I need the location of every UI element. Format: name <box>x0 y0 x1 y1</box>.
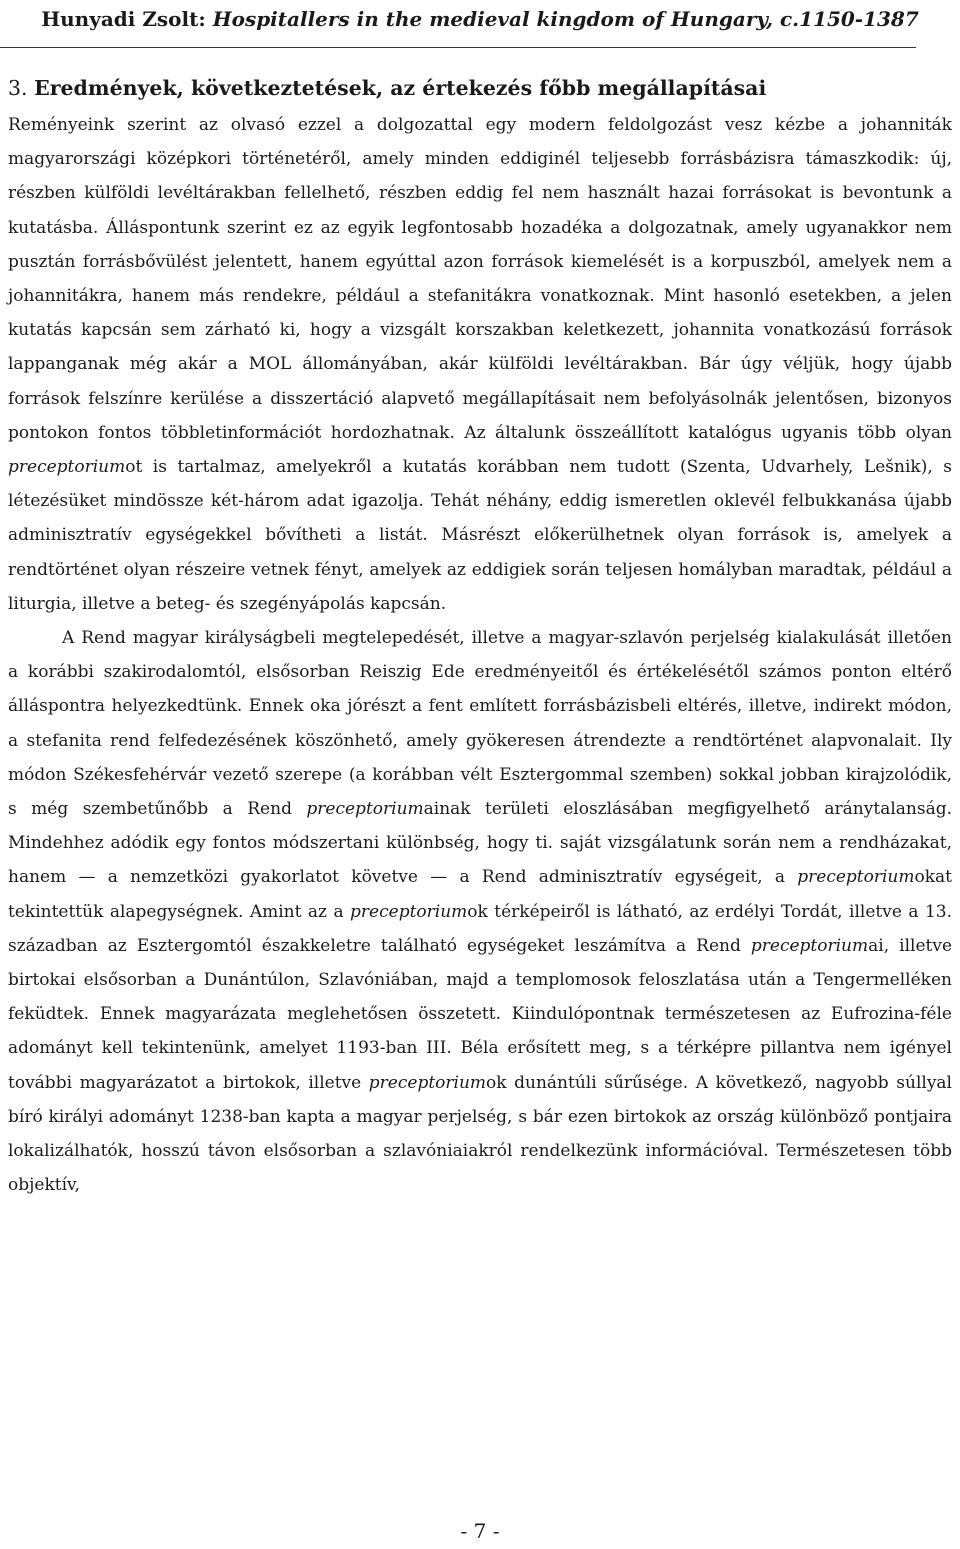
header-author: Hunyadi Zsolt: <box>41 7 213 31</box>
text-run-italic: preceptorium <box>350 901 468 922</box>
text-run-italic: preceptorium <box>797 867 915 888</box>
text-run-italic: preceptorium <box>750 935 869 956</box>
text-run: okat tekintettük alapegységnek. Amint az a <box>8 867 952 922</box>
text-run-italic: preceptorium <box>368 1072 487 1093</box>
text-run: A Rend magyar királyságbeli megtelepedését, illetve a magyar-szlavón perjelség kialakulását illetően a korábbi szakirodalomtól, elsősorban Reiszig Ede eredményeitől és értékelésétől számos ponton eltérő álláspontra helyezkedtünk. Ennek oka jórészt a fent említett forrásbázisbeli eltérés, illetve, indirekt módon, a stefanita rend felfedezésének köszönhető, amely gyökeresen átrendezte a rendtörténet alapvonalait. Ily módon Székesfehérvár vezető szerepe (a korábban vélt Esztergommal szemben) sokkal jobban kirajzolódik, s még szembetűnőbb a Rend <box>8 628 952 820</box>
paragraph <box>8 621 952 1202</box>
text-run: Reményeink szerint az olvasó ezzel a dolgozattal egy modern feldolgozást vesz kézbe a johanniták magyarországi középkori történetéről, amely minden eddiginél teljesebb forrásbázisra támaszkodik: új, részben külföldi levéltárakban fellelhető, részben eddig fel nem használt hazai forrásokat is bevontunk a kutatásba. Álláspontunk szerint ez az egyik legfontosabb hozadéka a dolgozatnak, amely ugyanakkor nem pusztán forrásbővülést jelentett, hanem egyúttal azon források kiemelését is a korpuszból, amelyek nem a johannitákra, hanem más rendekre, például a stefanitákra vonatkoznak. Mint hasonló esetekben, a jelen kutatás kapcsán sem zárható ki, hogy a vizsgált korszakban keletkezett, johannita vonatkozású források lappanganak még akár a MOL állományában, akár külföldi levéltárakban. Bár úgy véljük, hogy újabb források felszínre kerülése a disszertáció alapvető megállapításait nem befolyásolnák jelentősen, bizonyos pontokon fontos többletinformációt hordozhatnak. Az általunk összeállított katalógus ugyanis több olyan <box>8 115 952 443</box>
section-title: Eredmények, következtetések, az értekezés főbb megállapításai <box>34 76 767 100</box>
header-rule <box>0 47 916 48</box>
text-run-italic: preceptorium <box>8 457 126 478</box>
section-number: 3. <box>8 76 35 100</box>
running-header <box>8 6 952 32</box>
text-run: ai, illetve birtokai elsősorban a Dunántúlon, Szlavóniában, majd a templomosok feloszlatása után a Tengermelléken feküdtek. Ennek magyarázata meglehetősen összetett. Kiindulópontnak természetesen az Eufrozina-féle adományt kell tekintenünk, amelyet 1193-ban III. Béla erősített meg, s a térképre pillantva nem igényel további magyarázatot a birtokok, illetve <box>8 935 952 1093</box>
section-heading <box>8 75 952 101</box>
text-run-italic: preceptorium <box>306 799 424 820</box>
body-text <box>8 108 952 1203</box>
text-run: ok térképeiről is látható, az erdélyi Tordát, illetve a 13. században az Esztergomtól északkeletre található egységeket leszámítva a Rend <box>8 901 952 956</box>
paragraph <box>8 108 952 621</box>
header-title: Hospitallers in the medieval kingdom of Hungary, c.1150-1387 <box>212 7 919 31</box>
text-run: ainak területi eloszlásában megfigyelhető aránytalanság. Mindehhez adódik egy fontos módszertani különbség, hogy ti. saját vizsgálatunk során nem a rendházakat, hanem — a nemzetközi gyakorlatot követve — a Rend adminisztratív egységeit, a <box>8 799 952 888</box>
text-run: ot is tartalmaz, amelyekről a kutatás korábban nem tudott (Szenta, Udvarhely, Lešnik), s létezésüket mindössze két-három adat igazolja. Tehát néhány, eddig ismeretlen oklevél felbukkanása újabb adminisztratív egységekkel bővítheti a listát. Másrészt előkerülhetnek olyan források is, amelyek a rendtörténet olyan részeire vetnek fényt, amelyek az eddigiek során teljesen homályban maradtak, például a liturgia, illetve a beteg- és szegényápolás kapcsán. <box>8 457 952 614</box>
text-run: ok dunántúli sűrűsége. A következő, nagyobb súllyal bíró királyi adományt 1238-ban kapta a magyar perjelség, s bár ezen birtokok az ország különböző pontjaira lokalizálhatók, hosszú távon elsősorban a szlavóniaiakról rendelkezünk információval. Természetesen több objektív, <box>8 1072 952 1196</box>
page-number: - 7 - <box>460 1519 500 1543</box>
